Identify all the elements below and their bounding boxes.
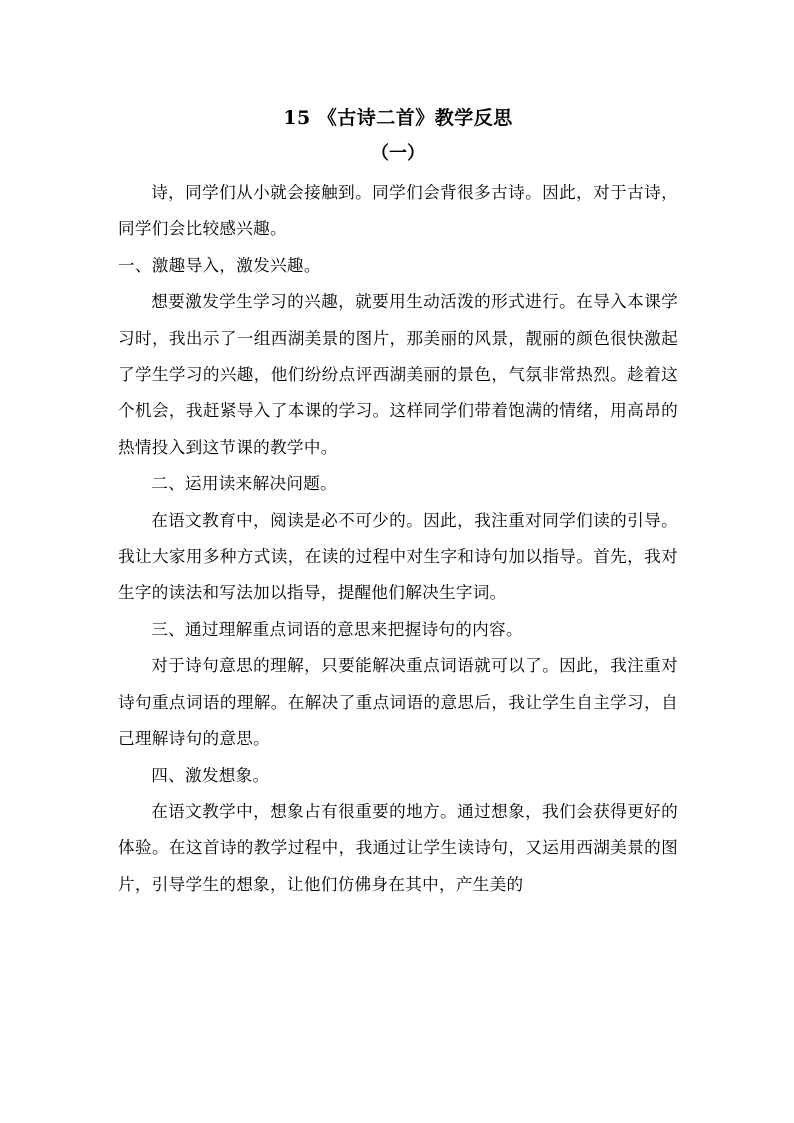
section-heading-3: 三、通过理解重点词语的意思来把握诗句的内容。 <box>151 619 523 639</box>
document-page <box>118 104 678 903</box>
section-heading-4: 四、激发想象。 <box>151 765 270 785</box>
paragraph-intro: 诗，同学们从小就会接触到。同学们会背很多古诗。因此，对于古诗，同学们会比较感兴趣。 <box>118 183 678 239</box>
section-heading-1: 一、激趣导入，激发兴趣。 <box>118 255 321 275</box>
paragraph-3: 对于诗句意思的理解，只要能解决重点词语就可以了。因此，我注重对诗句重点词语的理解。在解决了重点词语的意思后，我让学生自主学习，自己理解诗句的意思。 <box>118 656 678 749</box>
paragraph-4: 在语文教学中，想象占有很重要的地方。通过想象，我们会获得更好的体验。在这首诗的教学过程中，我通过让学生读诗句，又运用西湖美景的图片，引导学生的想象，让他们仿佛身在其中，产生美的 <box>118 801 678 894</box>
document-title: 15 《古诗二首》教学反思 <box>283 107 513 129</box>
document-subtitle: （一） <box>371 143 425 164</box>
paragraph-1: 想要激发学生学习的兴趣，就要用生动活泼的形式进行。在导入本课学习时，我出示了一组西湖美景的图片，那美丽的风景，靓丽的颜色很快激起了学生学习的兴趣，他们纷纷点评西湖美丽的景色，气氛非常热烈。趁着这个机会，我赶紧导入了本课的学习。这样同学们带着饱满的情绪，用高昂的热情投入到这节课的教学中。 <box>118 292 678 457</box>
paragraph-2: 在语文教育中，阅读是必不可少的。因此，我注重对同学们读的引导。我让大家用多种方式读，在读的过程中对生字和诗句加以指导。首先，我对生字的读法和写法加以指导，提醒他们解决生字词。 <box>118 510 678 603</box>
section-heading-2: 二、运用读来解决问题。 <box>151 474 338 494</box>
